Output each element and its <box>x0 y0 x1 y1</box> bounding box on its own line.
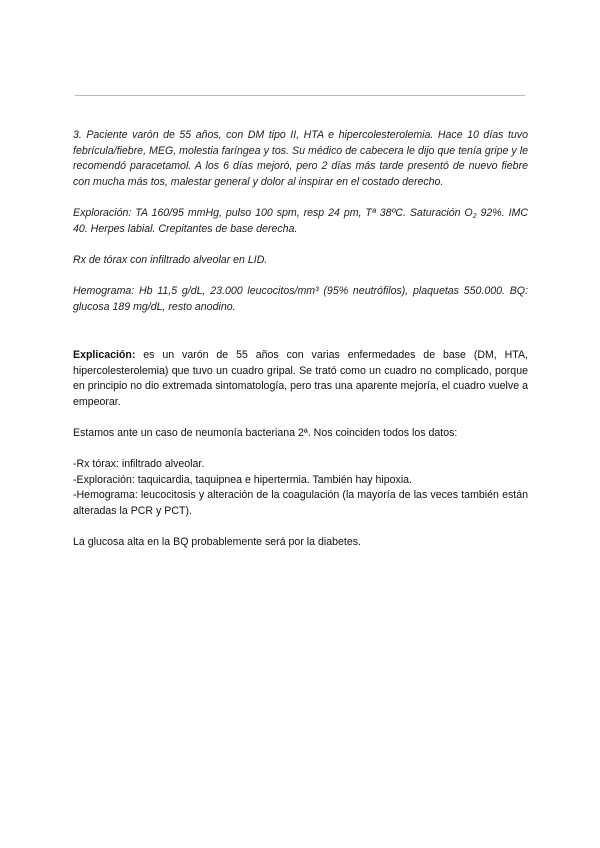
diagnosis-statement: Estamos ante un caso de neumonía bacteriana 2ª. Nos coinciden todos los datos: <box>73 427 458 440</box>
finding-item-xray: -Rx tórax: infiltrado alveolar. <box>73 458 205 471</box>
explanation-paragraph <box>73 348 528 410</box>
case-exploration <box>73 206 528 237</box>
header-divider <box>75 95 525 96</box>
explanation-label: Explicación: <box>73 349 136 362</box>
finding-item-exploration: -Exploración: taquicardia, taquipnea e hipertermia. También hay hipoxia. <box>73 473 413 486</box>
case-xray: Rx de tórax con infiltrado alveolar en LID. <box>73 253 268 266</box>
exploration-text-rest: 92%. IMC 40. Herpes labial. Crepitantes de base derecha. <box>73 206 528 235</box>
findings-list <box>73 457 528 519</box>
oxygen-subscript: 2 <box>472 212 477 220</box>
glucose-note: La glucosa alta en la BQ probablemente será por la diabetes. <box>73 536 361 549</box>
case-bloodwork: Hemograma: Hb 11,5 g/dL, 23.000 leucocitos/mm³ (95% neutrófilos), plaquetas 550.000. BQ: glucosa 189 mg/dL, resto anodino. <box>73 284 528 313</box>
case-history: 3. Paciente varón de 55 años, con DM tipo II, HTA e hipercolesterolemia. Hace 10 días tuvo febrícula/fiebre, MEG, molestia faríngea y tos. Su médico de cabecera le dijo que tenía gripe y le recomendó paracetamol. A los 6 días mejoró, pero 2 días más tarde presentó de nuevo fiebre con mucha más tos, malestar general y dolor al inspirar en el costado derecho. <box>73 129 528 188</box>
explanation-text: es un varón de 55 años con varias enfermedades de base (DM, HTA, hipercolesterolemia) que tuvo un cuadro gripal. Se trató como un cuadro no complicado, porque en principio no dio extremada sintomatología, pero tras una aparente mejoría, el cuadro vuelve a empeorar. <box>73 349 528 408</box>
finding-item-bloodwork: -Hemograma: leucocitosis y alteración de la coagulación (la mayoría de las veces también están alteradas la PCR y PCT). <box>73 489 528 518</box>
exploration-text: Exploración: TA 160/95 mmHg, pulso 100 spm, resp 24 pm, Tª 38ºC. Saturación O <box>73 206 473 219</box>
document-body <box>73 128 528 551</box>
explanation-section <box>73 348 528 551</box>
case-statement <box>73 128 528 315</box>
